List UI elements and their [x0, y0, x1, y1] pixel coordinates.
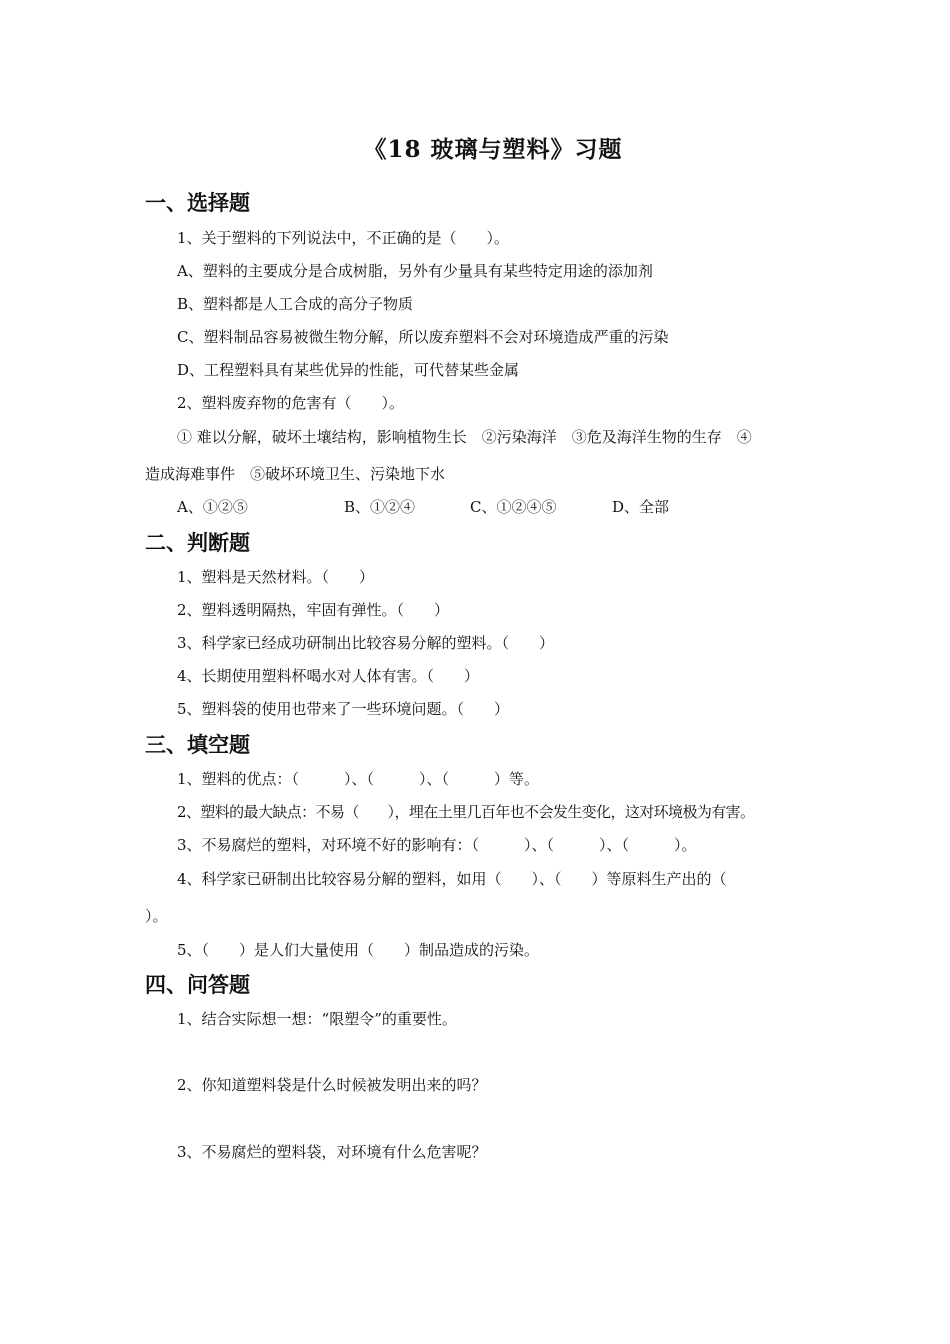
- section-heading-judgment: 二、判断题: [145, 531, 250, 555]
- section-heading-choice: 一、选择题: [145, 191, 250, 215]
- judgment-item: 4、长期使用塑料杯喝水对人体有害。（ ）: [177, 667, 480, 685]
- fill-blank-item-continued: ）。: [145, 907, 168, 925]
- fill-blank-item: 3、不易腐烂的塑料，对环境不好的影响有：（ ）、（ ）、（ ）。: [177, 836, 697, 854]
- question-1-option-c: C、塑料制品容易被微生物分解，所以废弃塑料不会对环境造成严重的污染: [177, 328, 669, 346]
- judgment-item: 3、科学家已经成功研制出比较容易分解的塑料。（ ）: [177, 634, 555, 652]
- question-1-option-a: A、塑料的主要成分是合成树脂，另外有少量具有某些特定用途的添加剂: [177, 262, 653, 280]
- fill-blank-item: 1、塑料的优点：（ ）、（ ）、（ ）等。: [177, 770, 540, 788]
- qa-item: 3、不易腐烂的塑料袋，对环境有什么危害呢？: [177, 1143, 487, 1161]
- question-1-option-d: D、工程塑料具有某些优异的性能，可代替某些金属: [177, 361, 520, 379]
- question-2-option-c: C、①②④⑤: [470, 498, 557, 516]
- question-2-items: ① 难以分解，破坏土壤结构，影响植物生长 ②污染海洋 ③危及海洋生物的生存 ④: [177, 428, 752, 446]
- fill-blank-item: 5、（ ）是人们大量使用（ ）制品造成的污染。: [177, 941, 540, 959]
- judgment-item: 2、塑料透明隔热，牢固有弹性。（ ）: [177, 601, 450, 619]
- question-2-stem: 2、塑料废弃物的危害有（ ）。: [177, 394, 405, 412]
- judgment-item: 5、塑料袋的使用也带来了一些环境问题。（ ）: [177, 700, 510, 718]
- question-2-option-b: B、①②④: [344, 498, 416, 516]
- question-2-items-continued: 造成海难事件 ⑤破坏环境卫生、污染地下水: [145, 465, 446, 483]
- qa-item: 2、你知道塑料袋是什么时候被发明出来的吗？: [177, 1076, 487, 1094]
- qa-item: 1、结合实际想一想：“限塑令”的重要性。: [177, 1010, 457, 1028]
- section-heading-fill-blank: 三、填空题: [145, 733, 250, 757]
- question-1-option-b: B、塑料都是人工合成的高分子物质: [177, 295, 414, 313]
- section-heading-qa: 四、问答题: [145, 973, 250, 997]
- page-title: 《18 玻璃与塑料》习题: [363, 136, 623, 163]
- judgment-item: 1、塑料是天然材料。（ ）: [177, 568, 375, 586]
- fill-blank-item: 2、塑料的最大缺点：不易（ ），埋在土里几百年也不会发生变化，这对环境极为有害。: [177, 803, 755, 821]
- question-2-option-d: D、全部: [612, 498, 670, 516]
- fill-blank-item: 4、科学家已研制出比较容易分解的塑料，如用（ ）、（ ）等原料生产出的（: [177, 870, 727, 888]
- question-1-stem: 1、关于塑料的下列说法中，不正确的是（ ）。: [177, 229, 510, 247]
- question-2-option-a: A、①②⑤: [177, 498, 248, 516]
